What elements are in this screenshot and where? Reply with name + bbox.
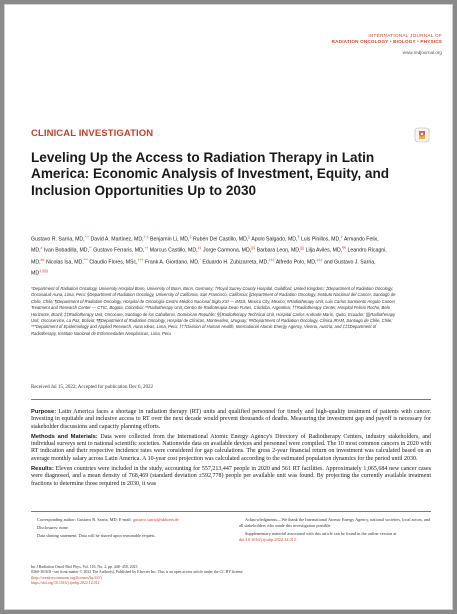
received-dates: Received Jul 15, 2022; Accepted for publication Dec 6, 2022 [31,385,154,390]
author-affiliation-mark: # [40,246,43,251]
crossmark-icon[interactable] [414,127,430,143]
footnotes-left [31,517,223,545]
author-name: and Gustavo J. Sarria, MD [31,259,376,277]
supplementary [239,531,431,543]
results-label: Results: [31,466,54,473]
author-affiliation-mark: ‡ [340,235,343,239]
author-affiliation-mark: ## [40,257,45,262]
purpose-text: Latin America faces a shortage in radiation therapy (RT) units and qualified personnel for timely and high-quality treatment of patients with cancer. Investing in equitable and inclusive access to RT over the next decade would prevent thousands of deaths. Measuring the investment gap and payoff is necessary for stakeholder discussions and capacity planning efforts. [31,409,432,430]
results-text: Eleven countries were included in the study, accounting for 557,213,447 people in 2020 and 561 RT facilities. Approximately 1,065,684 new cancer cases were diagnosed, and a mean density of 768,469 (standard deviation ±592,778) people per available unit was found. By projecting the currently available treatment fractions to determine those required in 2030, it was [31,466,431,487]
author-name: Benjamin Li, MD, [149,236,190,243]
author-name: Luis Pinillos, MD, [300,236,341,243]
methods-text: Data were collected from the International Atomic Energy Agency's Directory of Radiotherapy Centers, industry stakeholders, and individual surveys sent to national scientific societies. Nationwide data on available devices and personnel were compiled. The 10 most common cancers in 2020 with RT indication and their respective incidence rates were considered for gap calculations. The gross 2-year financial return on investment was calculated based on an average monthly salary across Latin America. A 10-year cost projection was calculated according to the estimated population dynamics for the period until 2030. [31,433,432,462]
author-name: Leandro Ricagni, MD, [31,248,387,266]
journal-header [242,33,442,56]
author-affiliation-mark: †,‡ [143,235,149,239]
email-link[interactable]: gustavo.sarria@ukbonn.de [132,517,179,522]
supplementary-doi-link[interactable]: doi:10.1016/j.ijrobp.2022.12.012. [239,537,298,543]
purpose-label: Purpose: [31,409,57,415]
corresponding-text: Corresponding author: Gustavo R. Sarria, MD; E-mail: [37,517,132,522]
author-name: Apolo Salgado, MD, [251,236,298,243]
abstract [31,409,431,491]
author-affiliation-mark: *,† [84,235,90,239]
author-affiliation-mark: || [248,235,251,239]
issn-license: 0360-3016/$ - see front matter © 2022 The Author(s). Published by Elsevier Inc. This is an open access article under the CC BY license [31,570,243,575]
author-name: Gustavo Ferraris, MD, [93,248,145,255]
methods-label: Methods and Materials: [31,433,98,440]
author-name: Ivan Bobadilla, MD, [43,248,89,255]
divider-bottom [31,511,431,512]
author-affiliation-mark: ‡‡‡ [316,257,323,262]
author-name: Rubén Del Castillo, MD, [192,236,249,243]
journal-name-line1: INTERNATIONAL JOURNAL OF [368,33,442,38]
corresponding-author [31,517,223,523]
license-link[interactable]: (http://creativecommons.org/licenses/by/4.0/) [31,575,102,580]
footnotes-right [239,517,431,545]
footnotes [31,517,431,545]
journal-name-line2: RADIATION ONCOLOGY • BIOLOGY • PHYSICS [331,39,442,44]
affiliations: *Department of Radiation Oncology, University Hospital Bonn, University of Bonn, Bonn, Germany; †Royal Surrey County Hospital, Guildford, United Kingdom; ‡Department of Radiation Oncology, Oncosalud-Auna, Lima, Peru; §Department of Radiation Oncology, University of California, San Francisco, California; ||Department of Radiation Oncology, Instituto Nacional del Cancer, Santiago de Chile, Chile; ¶Department of Radiation Oncology, Hospital de Oncología Centro Médico Nacional Siglo XXI — IMSS, Mexico City, Mexico; #Radiotherapy Unit, Luis Carlos Sarmiento Angulo Cancer Treatment and Research Center — CTIC, Bogota, Colombia; **Radiotherapy Unit, Centro de Radioterapia Dean Funes, Córdoba, Argentina; ††Radiotherapy Center, Hospital Felicio Rocho, Belo Horizonte, Brazil; ‡‡Radiotherapy Unit, Oncocare, Santiago de los Caballeros, Dominican Republic; §§Radiotherapy Technical Unit, Hospital Carlos Andrade Marín, Quito, Ecuador; ||||Radiotherapy Unit, Oncoservice, La Paz, Bolivia; ¶¶Department of Radiation Oncology, Hospital de Clínicas, Montevideo, Uruguay; ##Department of Radiation Oncology, Clínica IRAM, Santiago de Chile, Chile; ***Department of Epidemiology and Applied Research, Auna Ideas, Lima, Peru; †††Division of Human Health, International Atomic Energy Agency, Vienna, Austria; and ‡‡‡Department of Radiotherapy, Instituto Nacional de Enfermedades Neoplasicas, Lima, Peru [31,286,396,336]
author-affiliation-mark: ¶¶ [342,246,347,251]
author-name: Armando Felix, MD, [31,236,379,255]
doi-link[interactable]: https://doi.org/10.1016/j.ijrobp.2022.12.012 [31,581,100,586]
abstract-purpose [31,409,431,431]
article-page [4,4,453,610]
section-label: CLINICAL INVESTIGATION [31,128,154,139]
data-sharing: Data sharing statement: Data will be shared upon reasonable request. [37,533,156,539]
author-affiliation-mark: |||| [300,246,305,251]
author-affiliation-mark: ‡‡‡ [268,257,275,262]
author-affiliation-mark: *** [83,257,88,262]
author-name: Jorge Carmona, MD, [203,248,252,255]
author-affiliation-mark: §§ [251,246,256,251]
author-name: Alfredo Polo, MD, [275,259,317,266]
author-name: Frank A. Giordano, MD, [145,259,200,266]
author-name: Claudio Flores, MSc, [89,259,138,266]
acknowledgments: Acknowledgments—We thank the International Atomic Energy Agency, national societies, local actors, and all stakeholders who made this investigation possible. [239,517,431,529]
author-affiliation-mark: § [189,235,192,239]
publication-info [31,565,331,587]
author-name: Eduardo H. Zubizarreta, MD, [202,259,269,266]
abstract-methods [31,434,431,463]
citation: Int J Radiation Oncol Biol Phys, Vol. 116, No. 2, pp. 448−458, 2023 [31,565,138,569]
author-name: Nicolas Isa, MD, [45,259,84,266]
author-name: Marcus Castillo, MD, [149,248,198,255]
divider-top [31,399,431,400]
author-name: Barbara Leon, MD, [256,248,301,255]
author-affiliation-mark: ‡,§§§ [39,268,49,273]
journal-url[interactable]: www.redjournal.org [402,50,442,55]
author-affiliation-mark: ** [88,246,92,251]
author-affiliation-mark: †† [144,246,149,251]
author-affiliation-mark: ††† [137,257,144,262]
author-list [31,233,391,278]
author-name: Lilja Aviles, MD, [305,248,343,255]
abstract-results [31,466,431,488]
article-title: Leveling Up the Access to Radiation Therapy in Latin America: Economic Analysis of Investment, Equity, and Inclusion Opportunities Up to 2030 [31,150,390,198]
author-name: Gustavo R. Sarria, MD, [31,236,85,243]
author-affiliation-mark: ‡‡ [197,246,202,251]
disclosures: Disclosures: none. [37,525,69,531]
author-affiliation-mark: * [199,257,201,262]
author-affiliation-mark: ¶ [297,235,300,239]
author-name: David A. Martinez, MD, [90,236,144,243]
supplementary-text: Supplementary material associated with this article can be found in the online version at [245,531,397,537]
